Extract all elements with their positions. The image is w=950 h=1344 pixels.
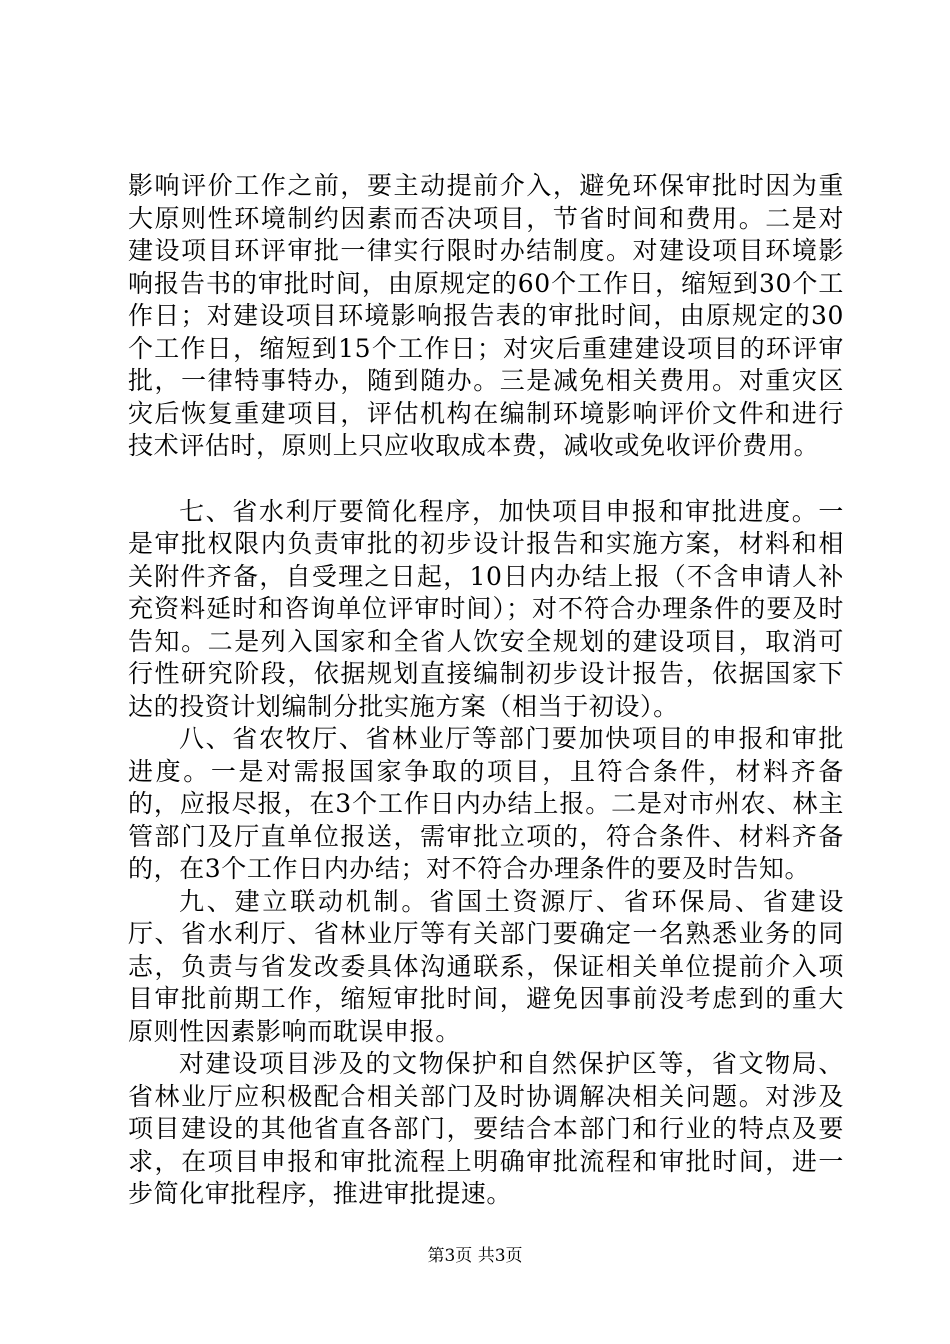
page-footer <box>0 1245 950 1267</box>
paragraph-item-nine: 九、建立联动机制。省国土资源厅、省环保局、省建设厅、省水利厅、省林业厅等有关部门要确定一名熟悉业务的同志，负责与省发改委具体沟通联系，保证相关单位提前介入项目审批前期工作，缩短审批时间，避免因事前没考虑到的重大原则性因素影响而耽误申报。 <box>128 886 844 1046</box>
paragraph-item-eight: 八、省农牧厅、省林业厅等部门要加快项目的申报和审批进度。一是对需报国家争取的项目，且符合条件，材料齐备的，应报尽报，在3个工作日内办结上报。二是对市州农、林主管部门及厅直单位报送，需审批立项的，符合条件、材料齐备的，在3个工作日内办结；对不符合办理条件的要及时告知。 <box>128 724 844 883</box>
page-number-label: 第3页 共3页 <box>427 1246 523 1266</box>
paragraph-spacer <box>128 463 844 496</box>
paragraph-item-seven: 七、省水利厅要简化程序，加快项目申报和审批进度。一是审批权限内负责审批的初步设计报告和实施方案，材料和相关附件齐备，自受理之日起，10日内办结上报（不含申请人补充资料延时和咨询单位评审时间）；对不符合办理条件的要及时告知。二是列入国家和全省人饮安全规划的建设项目，取消可行性研究阶段，依据规划直接编制初步设计报告，依据国家下达的投资计划编制分批实施方案（相当于初设）。 <box>128 496 844 721</box>
paragraph-closing: 对建设项目涉及的文物保护和自然保护区等，省文物局、省林业厅应积极配合相关部门及时协调解决相关问题。对涉及项目建设的其他省直各部门，要结合本部门和行业的特点及要求，在项目申报和审批流程上明确审批流程和审批时间，进一步简化审批程序，推进审批提速。 <box>128 1049 844 1208</box>
paragraph-continued-environmental-review: 影响评价工作之前，要主动提前介入，避免环保审批时因为重大原则性环境制约因素而否决项目，节省时间和费用。二是对建设项目环评审批一律实行限时办结制度。对建设项目环境影响报告书的审批时间，由原规定的60个工作日，缩短到30个工作日；对建设项目环境影响报告表的审批时间，由原规定的30个工作日，缩短到15个工作日；对灾后重建建设项目的环评审批，一律特事特办，随到随办。三是减免相关费用。对重灾区灾后恢复重建项目，评估机构在编制环境影响评价文件和进行技术评估时，原则上只应收取成本费，减收或免收评价费用。 <box>128 171 844 460</box>
document-body <box>128 170 844 1211</box>
